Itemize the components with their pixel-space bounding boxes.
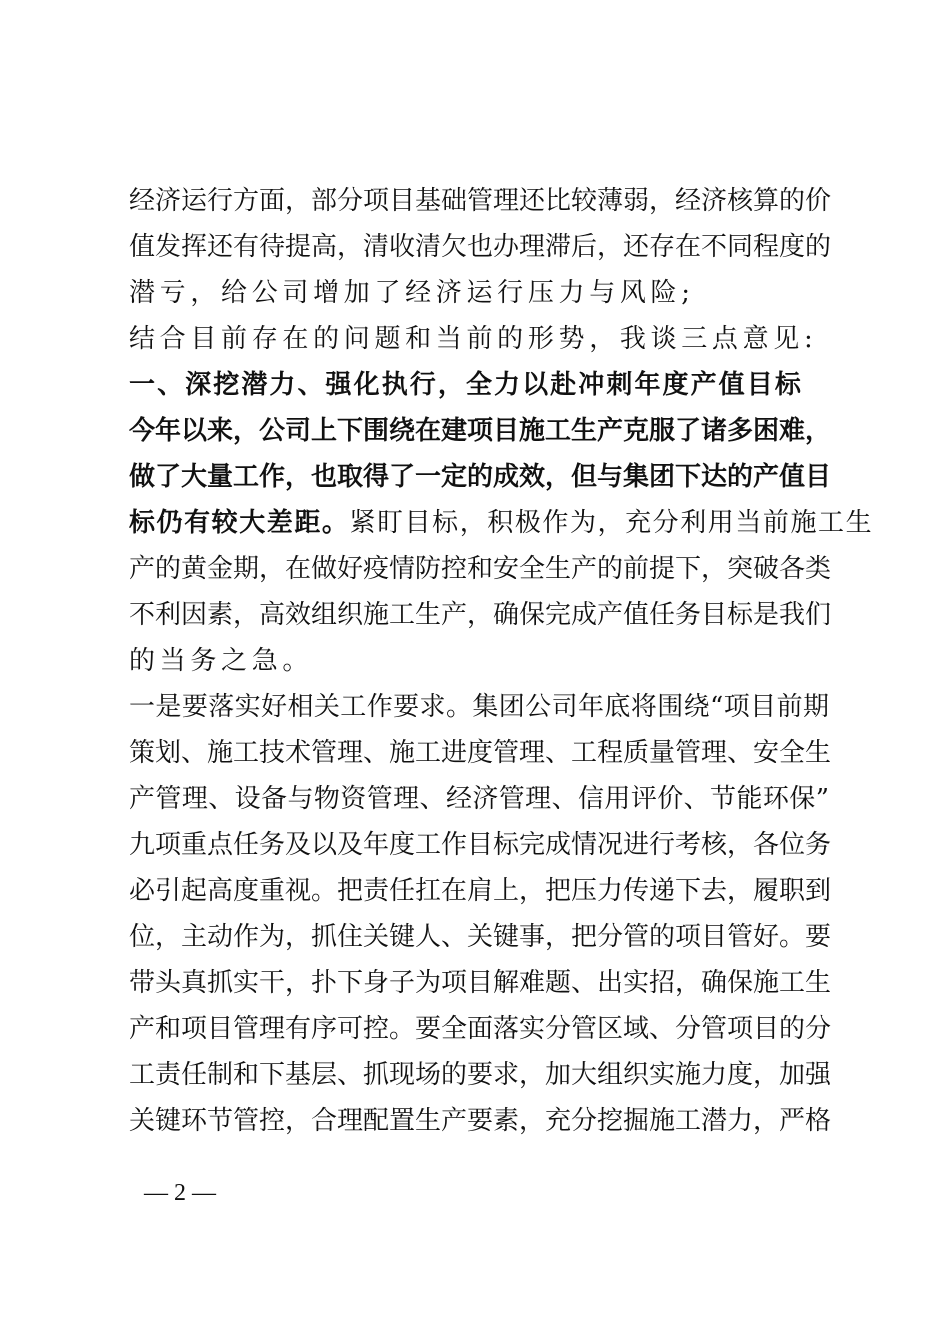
body-line-10: 不利因素，高效组织施工生产，确保完成产值任务目标是我们 (129, 600, 832, 630)
body-line-17: 位，主动作为，抓住关键人、关键事，把分管的项目管好。要 (129, 922, 832, 952)
body-line-2: 值发挥还有待提高，清收清欠也办理滞后，还存在不同程度的 (129, 232, 832, 262)
body-line-3: 潜亏，给公司增加了经济运行压力与风险; (129, 278, 695, 308)
body-line-19: 产和项目管理有序可控。要全面落实分管区域、分管项目的分 (129, 1014, 832, 1044)
body-line-9: 产的黄金期，在做好疫情防控和安全生产的前提下，突破各类 (129, 554, 832, 584)
body-line-8-rest: 紧盯目标，积极作为，充分利用当前施工生 (349, 508, 874, 538)
bold-line-2: 做了大量工作，也取得了一定的成效，但与集团下达的产值目 (129, 462, 832, 492)
body-line-21: 关键环节管控，合理配置生产要素，充分挖掘施工潜力，严格 (129, 1106, 832, 1136)
body-line-16: 必引起高度重视。把责任扛在肩上，把压力传递下去，履职到 (129, 876, 832, 906)
body-line-12: 一是要落实好相关工作要求。集团公司年底将围绕“项目前期 (129, 692, 829, 722)
body-line-11: 的当务之急。 (129, 646, 314, 676)
body-line-18: 带头真抓实干，扑下身子为项目解难题、出实招，确保施工生 (129, 968, 832, 998)
body-line-1: 经济运行方面，部分项目基础管理还比较薄弱，经济核算的价 (129, 186, 832, 216)
body-line-13: 策划、施工技术管理、施工进度管理、工程质量管理、安全生 (129, 738, 832, 768)
body-line-4: 结合目前存在的问题和当前的形势，我谈三点意见: (129, 324, 818, 354)
page-number: — 2 — (144, 1180, 216, 1206)
body-line-14: 产管理、设备与物资管理、经济管理、信用评价、节能环保” (129, 784, 829, 814)
section-heading-1: 一、深挖潜力、强化执行，全力以赴冲刺年度产值目标 (129, 370, 803, 400)
mixed-line (129, 500, 874, 546)
bold-line-3: 标仍有较大差距。 (129, 508, 350, 538)
body-line-20: 工责任制和下基层、抓现场的要求，加大组织实施力度，加强 (129, 1060, 832, 1090)
body-line-15: 九项重点任务及以及年度工作目标完成情况进行考核，各位务 (129, 830, 832, 860)
bold-line-1: 今年以来，公司上下围绕在建项目施工生产克服了诸多困难， (129, 416, 832, 446)
